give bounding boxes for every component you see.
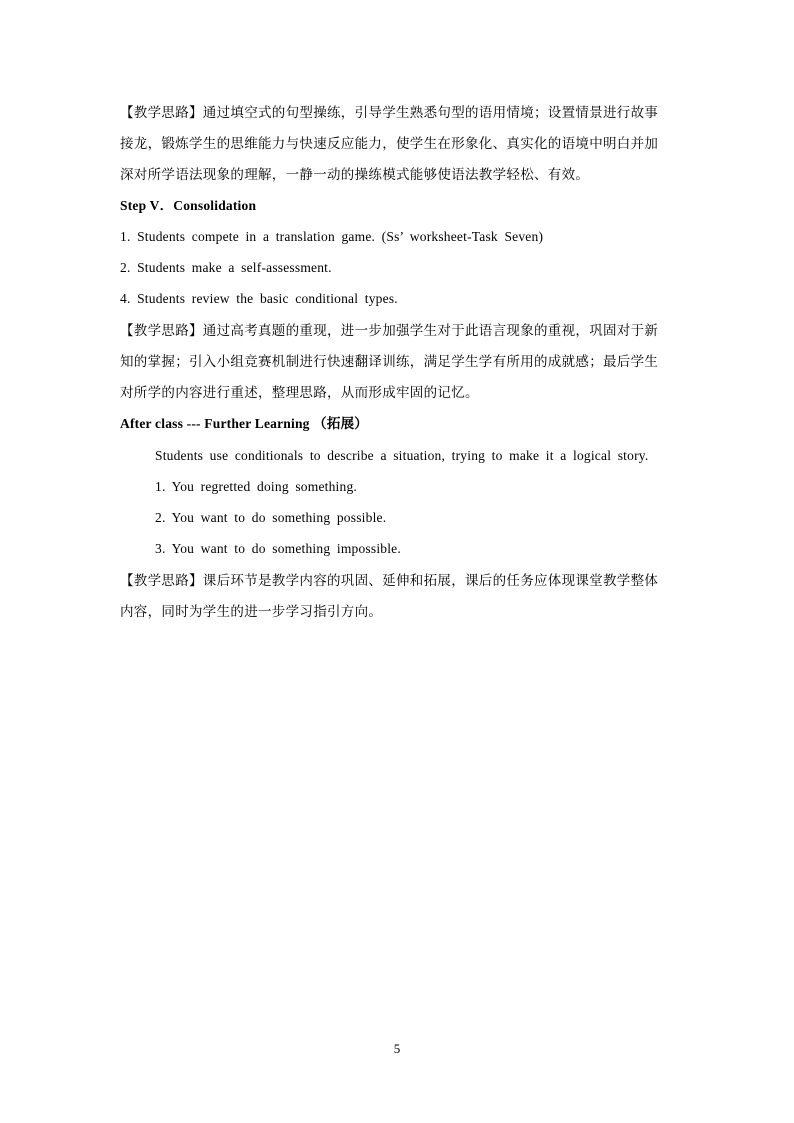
step-5-item-1: 1. Students compete in a translation game. (Ss’ worksheet-Task Seven): [120, 229, 544, 244]
step-5-item-2: 2. Students make a self-assessment.: [120, 260, 332, 275]
after-class-heading: After class --- Further Learning （拓展）: [120, 416, 368, 431]
teaching-note-2-line-1: 【教学思路】通过高考真题的重现，进一步加强学生对于此语言现象的重视，巩固对于新: [120, 323, 659, 339]
teaching-note-1-line-1: 【教学思路】通过填空式的句型操练，引导学生熟悉句型的语用情境；设置情景进行故事: [120, 105, 659, 121]
page-number: 5: [393, 1041, 401, 1056]
after-class-item-1: 1. You regretted doing something.: [155, 479, 357, 494]
teaching-note-3-line-1: 【教学思路】课后环节是教学内容的巩固、延伸和拓展，课后的任务应体现课堂教学整体: [120, 573, 659, 589]
teaching-note-1-line-2: 接龙，锻炼学生的思维能力与快速反应能力，使学生在形象化、真实化的语境中明白并加: [120, 136, 659, 152]
step-5-heading: Step V．Consolidation: [120, 198, 257, 213]
teaching-note-2-line-3: 对所学的内容进行重述，整理思路，从而形成牢固的记忆。: [120, 385, 479, 401]
after-class-item-2: 2. You want to do something possible.: [155, 510, 387, 525]
after-class-intro: Students use conditionals to describe a situation, trying to make it a logical story.: [155, 448, 649, 463]
teaching-note-3-line-2: 内容，同时为学生的进一步学习指引方向。: [120, 604, 383, 620]
step-5-item-3: 4. Students review the basic conditional types.: [120, 291, 398, 306]
teaching-note-1-line-3: 深对所学语法现象的理解，一静一动的操练模式能够使语法教学轻松、有效。: [120, 167, 590, 183]
teaching-note-2-line-2: 知的掌握；引入小组竞赛机制进行快速翻译训练，满足学生学有所用的成就感；最后学生: [120, 354, 659, 370]
after-class-item-3: 3. You want to do something impossible.: [155, 541, 401, 556]
